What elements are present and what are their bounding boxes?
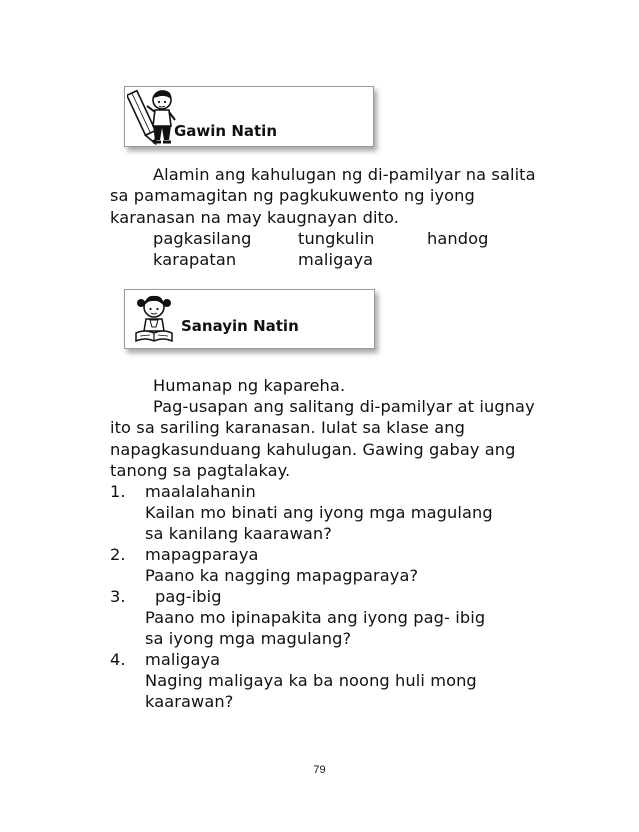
item-3-word: pag-ibig — [155, 587, 222, 606]
item-2-question-line-1: Paano ka nagging mapagparaya? — [145, 566, 419, 585]
item-4-question-line-1: Naging maligaya ka ba noong huli mong — [145, 671, 477, 690]
boy-with-pencil-icon — [127, 84, 179, 150]
sanayin-instruction-line-1: Pag-usapan ang salitang di-pamilyar at iugnay — [153, 397, 535, 416]
sanayin-instruction-line-4: tanong sa pagtalakay. — [110, 461, 291, 480]
gawin-natin-title: Gawin Natin — [174, 122, 278, 140]
item-1-word: maalalahanin — [145, 482, 256, 501]
word-maligaya: maligaya — [298, 250, 374, 269]
item-1-question-line-1: Kailan mo binati ang iyong mga magulang — [145, 503, 493, 522]
word-pagkasilang: pagkasilang — [153, 229, 252, 248]
item-4-number: 4. — [110, 650, 126, 669]
gawin-intro-line-1: Alamin ang kahulugan ng di-pamilyar na salita — [153, 165, 536, 184]
item-3-number: 3. — [110, 587, 126, 606]
girl-reading-book-icon — [132, 291, 176, 345]
sanayin-intro: Humanap ng kapareha. — [153, 376, 346, 395]
sanayin-natin-title: Sanayin Natin — [181, 317, 299, 335]
item-3-question-line-2: sa iyong mga magulang? — [145, 629, 352, 648]
item-1-number: 1. — [110, 482, 126, 501]
item-3-question-line-1: Paano mo ipinapakita ang iyong pag- ibig — [145, 608, 486, 627]
sanayin-instruction-line-3: napagkasunduang kahulugan. Gawing gabay ang — [110, 440, 516, 459]
item-2-word: mapagparaya — [145, 545, 259, 564]
word-handog: handog — [427, 229, 489, 248]
item-4-word: maligaya — [145, 650, 221, 669]
word-tungkulin: tungkulin — [298, 229, 375, 248]
sanayin-instruction-line-2: ito sa sariling karanasan. Iulat sa klase ang — [110, 418, 465, 437]
page-number: 79 — [313, 764, 326, 776]
item-4-question-line-2: kaarawan? — [145, 692, 234, 711]
gawin-intro-line-3: karanasan na may kaugnayan dito. — [110, 208, 399, 227]
item-2-number: 2. — [110, 545, 126, 564]
gawin-intro-line-2: sa pamamagitan ng pagkukuwento ng iyong — [110, 186, 475, 205]
word-karapatan: karapatan — [153, 250, 237, 269]
item-1-question-line-2: sa kanilang kaarawan? — [145, 524, 332, 543]
